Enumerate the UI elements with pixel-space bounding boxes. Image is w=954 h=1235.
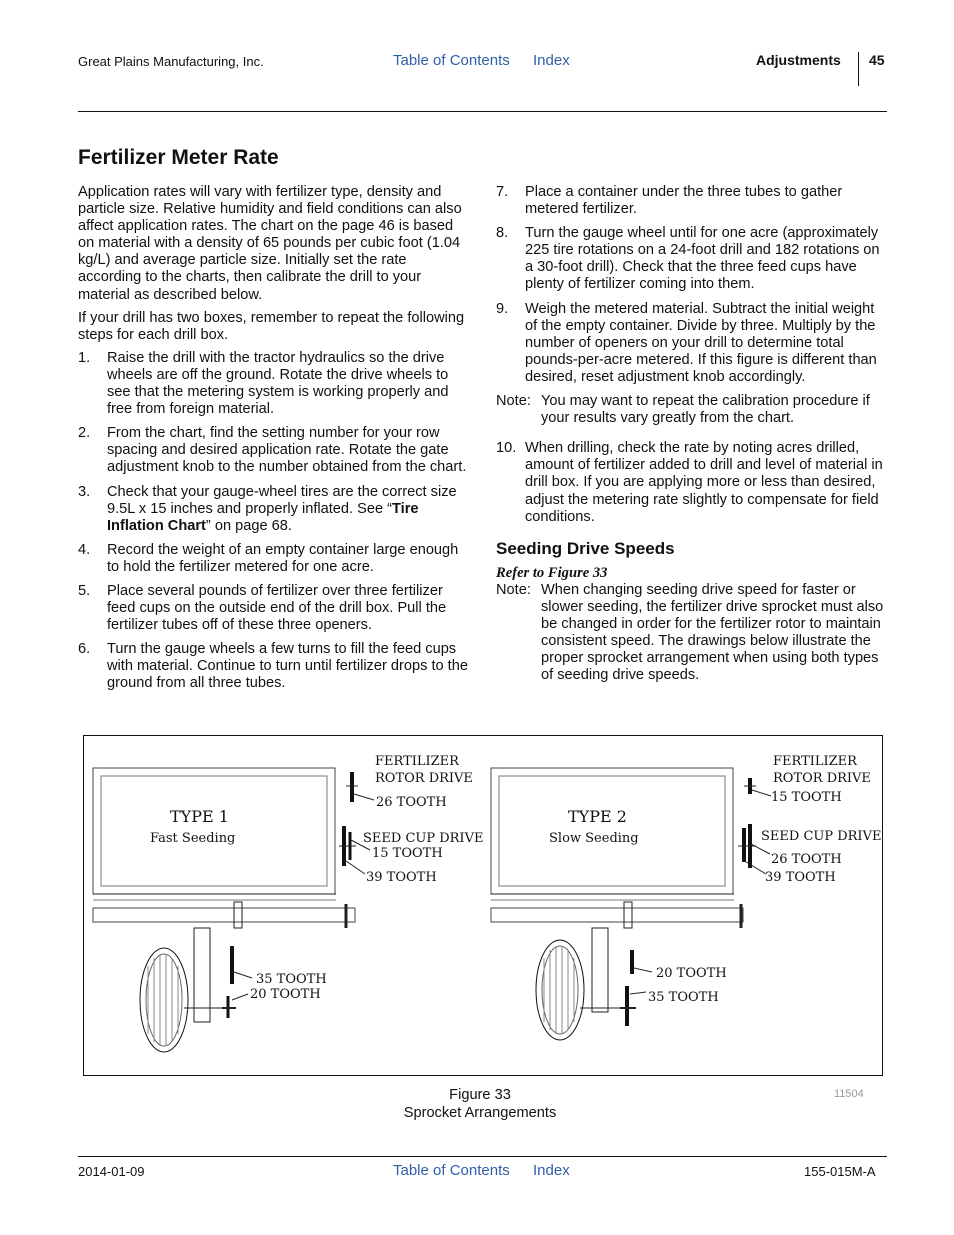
- step-text: Raise the drill with the tractor hydraulics so the drive wheels are off the ground. Rotate the drive wheels to see that the metering system is working properly and free from foreign material.: [107, 349, 449, 418]
- note-label: Note:: [496, 393, 531, 410]
- header-section: Adjustments: [756, 52, 841, 68]
- step-item: [496, 225, 888, 293]
- page-title: Fertilizer Meter Rate: [78, 146, 279, 169]
- footer-index-link[interactable]: Index: [533, 1162, 570, 1179]
- footer-doc-number: 155-015M-A: [804, 1164, 876, 1179]
- type2-seed-cup-tooth: 26 TOOTH: [771, 852, 842, 867]
- type2-seed-cup-tooth: 39 TOOTH: [765, 870, 836, 885]
- figure-caption-number: Figure 33: [449, 1087, 511, 1103]
- intro-paragraph: Application rates will vary with fertilizer type, density and particle size. Relative humidity and field conditions can also affect application rates. The chart on the page 46 is based on material with a density of 65 pounds per cubic foot (1.04 kg/L) and average particle size. Initially set the rate according to the charts, then calibrate the drill to your material as described below.: [78, 184, 462, 303]
- step-text: Record the weight of an empty container large enough to hold the fertilizer metered for one acre.: [107, 541, 459, 575]
- type1-wheel-tooth: 20 TOOTH: [250, 987, 321, 1002]
- type1-wheel-tooth: 35 TOOTH: [256, 972, 327, 987]
- step-item: [78, 542, 470, 576]
- step-number: 10.: [496, 440, 517, 457]
- type2-subtitle: Slow Seeding: [549, 831, 639, 846]
- step-number: 2.: [78, 425, 91, 442]
- type2-seed-cup-label: SEED CUP DRIVE: [761, 829, 881, 844]
- step-item: [496, 301, 888, 386]
- type2-rotor-label: FERTILIZER: [773, 754, 857, 769]
- step-item: [78, 484, 470, 535]
- type2-wheel-tooth: 35 TOOTH: [648, 990, 719, 1005]
- step-number: 8.: [496, 225, 509, 242]
- intro-paragraph: If your drill has two boxes, remember to repeat the following steps for each drill box.: [78, 309, 465, 343]
- sprocket-figure: [83, 735, 883, 1076]
- step-number: 7.: [496, 184, 509, 200]
- note-text: You may want to repeat the calibration procedure if your results vary greatly from the chart.: [541, 393, 870, 427]
- note-text: When changing seeding drive speed for faster or slower seeding, the fertilizer drive sprocket must also be changed in order for the fertilizer rotor to maintain consistent speed. The drawings below illustrate the proper sprocket arrangement when using both types of seeding drive speeds.: [541, 581, 884, 684]
- step-item: [496, 440, 888, 525]
- left-column: [78, 184, 470, 700]
- note: [496, 393, 888, 427]
- step-text: Place a container under the three tubes to gather metered fertilizer.: [525, 184, 843, 218]
- type2-rotor-label: ROTOR DRIVE: [773, 771, 871, 786]
- type1-seed-cup-label: SEED CUP DRIVE: [363, 831, 484, 846]
- step-number: 6.: [78, 641, 91, 658]
- step-text: Weigh the metered material. Subtract the initial weight of the empty container. Divide by three. Multiply by the number of openers on your drill to determine total pounds-per-acre metered. If this figure is different than desired, reset adjustment knob accordingly.: [525, 300, 877, 385]
- type2-drawing: [491, 768, 771, 1040]
- figure-caption-title: Sprocket Arrangements: [403, 1105, 557, 1121]
- step-item: [78, 350, 470, 418]
- step-text: Turn the gauge wheels a few turns to fill the feed cups with material. Continue to turn until fertilizer drops to the ground from all three tubes.: [107, 641, 468, 692]
- type1-seed-cup-tooth: 15 TOOTH: [372, 846, 443, 861]
- step-text: When drilling, check the rate by noting acres drilled, amount of fertilizer added to drill and level of material in drill box. If you are applying more or less than desired, adjust the metering rate slightly to compensate for field conditions.: [525, 440, 883, 525]
- step-number: 9.: [496, 300, 509, 317]
- type1-title: TYPE 1: [170, 807, 229, 826]
- type1-drawing: [93, 768, 374, 1052]
- type1-seed-cup-tooth: 39 TOOTH: [366, 870, 437, 885]
- step-text: From the chart, find the setting number for your row spacing and desired application rate. Rotate the gate adjustment knob to the number obtained from the chart.: [107, 425, 467, 476]
- footer-toc-link[interactable]: Table of Contents: [393, 1162, 510, 1179]
- type1-subtitle: Fast Seeding: [150, 831, 236, 846]
- type1-rotor-label: FERTILIZER: [375, 754, 459, 769]
- step-item: [496, 184, 888, 218]
- step-number: 5.: [78, 582, 91, 599]
- step-text: Place several pounds of fertilizer over three fertilizer feed cups on the outside end of the drill box. Pull the fertilizer tubes off of these three openers.: [107, 582, 447, 634]
- type2-title: TYPE 2: [568, 807, 627, 826]
- figure-id: 11504: [834, 1088, 864, 1100]
- right-column: [496, 184, 888, 691]
- header-divider: [858, 52, 859, 86]
- type1-rotor-tooth: 26 TOOTH: [376, 795, 447, 810]
- figure-reference[interactable]: Refer to Figure 33: [496, 564, 608, 581]
- step-text: Turn the gauge wheel until for one acre (approximately 225 tire rotations on a 24-foot drill and 182 rotations on a 30-foot drill). Check that the three feed cups have plenty of fertilizer coming into them.: [525, 225, 880, 293]
- header-index-link[interactable]: Index: [533, 52, 570, 69]
- header-company: Great Plains Manufacturing, Inc.: [78, 54, 264, 69]
- step-text: ” on page 68.: [205, 517, 292, 534]
- tire-inflation-chart-ref[interactable]: Tire Inflation Chart: [107, 500, 419, 534]
- header-rule: [78, 111, 887, 112]
- step-item: [78, 425, 470, 476]
- subsection-title: Seeding Drive Speeds: [496, 538, 675, 558]
- step-number: 1.: [78, 349, 91, 366]
- note: [496, 582, 888, 685]
- step-number: 3.: [78, 483, 91, 500]
- type2-wheel-tooth: 20 TOOTH: [656, 966, 727, 981]
- footer-rule: [78, 1156, 887, 1157]
- header-toc-link[interactable]: Table of Contents: [393, 52, 510, 69]
- note-label: Note:: [496, 581, 531, 598]
- type2-rotor-tooth: 15 TOOTH: [771, 790, 842, 805]
- type1-rotor-label: ROTOR DRIVE: [375, 771, 473, 786]
- step-item: [78, 583, 470, 634]
- footer-date: 2014-01-09: [78, 1164, 145, 1179]
- page-number: 45: [869, 52, 885, 68]
- step-item: [78, 641, 470, 692]
- step-text: Check that your gauge-wheel tires are the correct size 9.5L x 15 inches and properly inflated. See “: [107, 483, 457, 517]
- step-number: 4.: [78, 541, 91, 558]
